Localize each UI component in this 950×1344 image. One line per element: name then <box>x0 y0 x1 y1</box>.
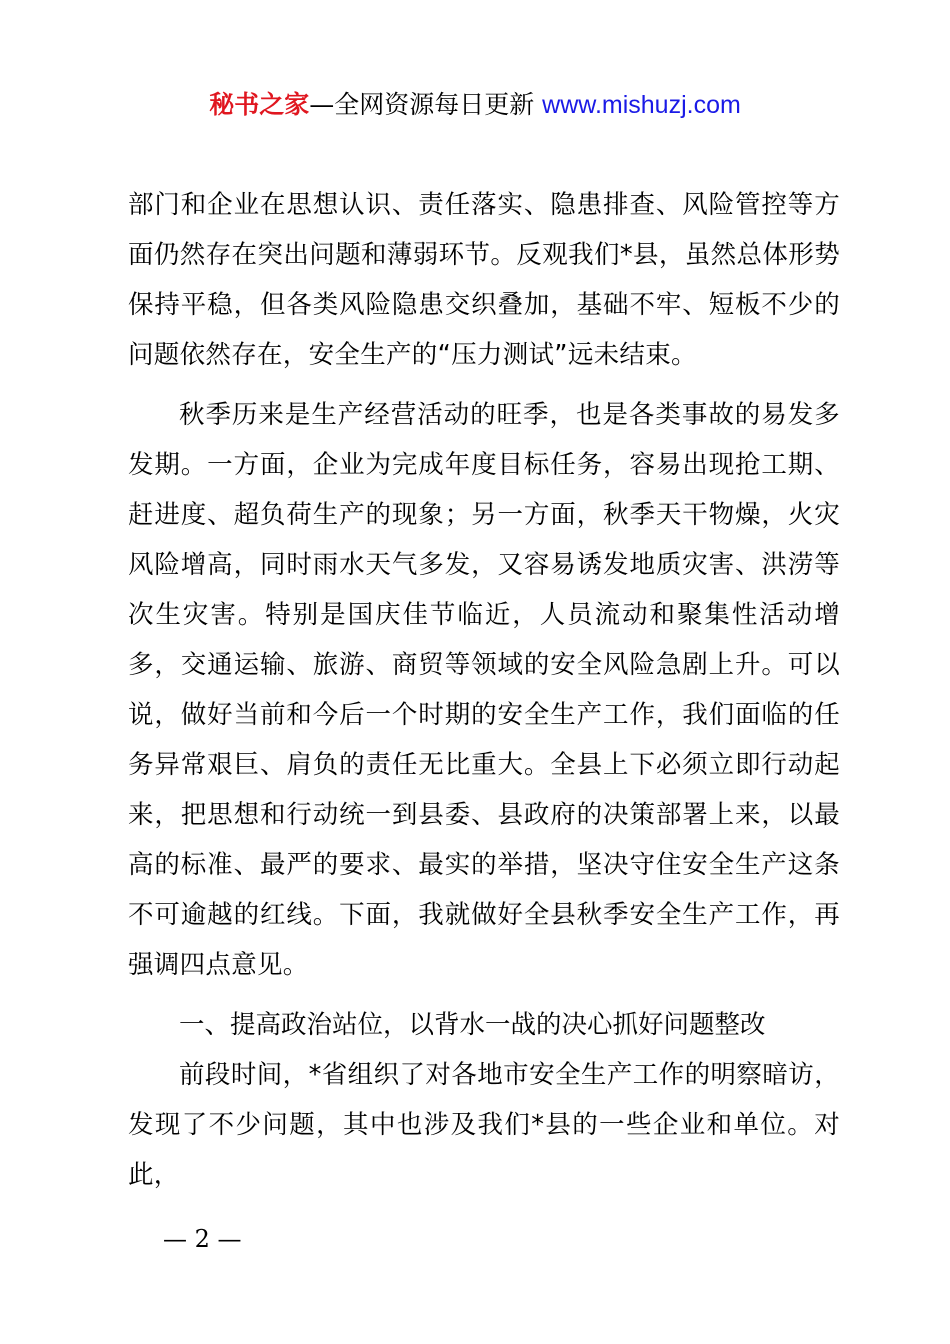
paragraph-inspection: 前段时间，*省组织了对各地市安全生产工作的明察暗访，发现了不少问题，其中也涉及我们*县的一些企业和单位。对此， <box>128 1060 840 1190</box>
site-url-link[interactable]: www.mishuzj.com <box>542 91 741 119</box>
page-header <box>0 86 950 124</box>
section-heading-1: 一、提高政治站位，以背水一战的决心抓好问题整改 <box>179 1010 766 1040</box>
page-number: — 2 — <box>163 1225 242 1253</box>
header-tagline: —全网资源每日更新 <box>309 90 543 119</box>
document-body <box>128 180 840 1200</box>
paragraph-autumn-risks: 秋季历来是生产经营活动的旺季，也是各类事故的易发多发期。一方面，企业为完成年度目标任务，容易出现抢工期、赶进度、超负荷生产的现象；另一方面，秋季天干物燥，火灾风险增高，同时雨水天气多发，又容易诱发地质灾害、洪涝等次生灾害。特别是国庆佳节临近，人员流动和聚集性活动增多，交通运输、旅游、商贸等领域的安全风险急剧上升。可以说，做好当前和今后一个时期的安全生产工作，我们面临的任务异常艰巨、肩负的责任无比重大。全县上下必须立即行动起来，把思想和行动统一到县委、县政府的决策部署上来，以最高的标准、最严的要求、最实的举措，坚决守住安全生产这条不可逾越的红线。下面，我就做好全县秋季安全生产工作，再强调四点意见。 <box>128 400 840 980</box>
paragraph-continued: 部门和企业在思想认识、责任落实、隐患排查、风险管控等方面仍然存在突出问题和薄弱环节。反观我们*县，虽然总体形势保持平稳，但各类风险隐患交织叠加，基础不牢、短板不少的问题依然存在，安全生产的“压力测试”远未结束。 <box>128 190 840 370</box>
brand-name: 秘书之家 <box>209 90 310 119</box>
